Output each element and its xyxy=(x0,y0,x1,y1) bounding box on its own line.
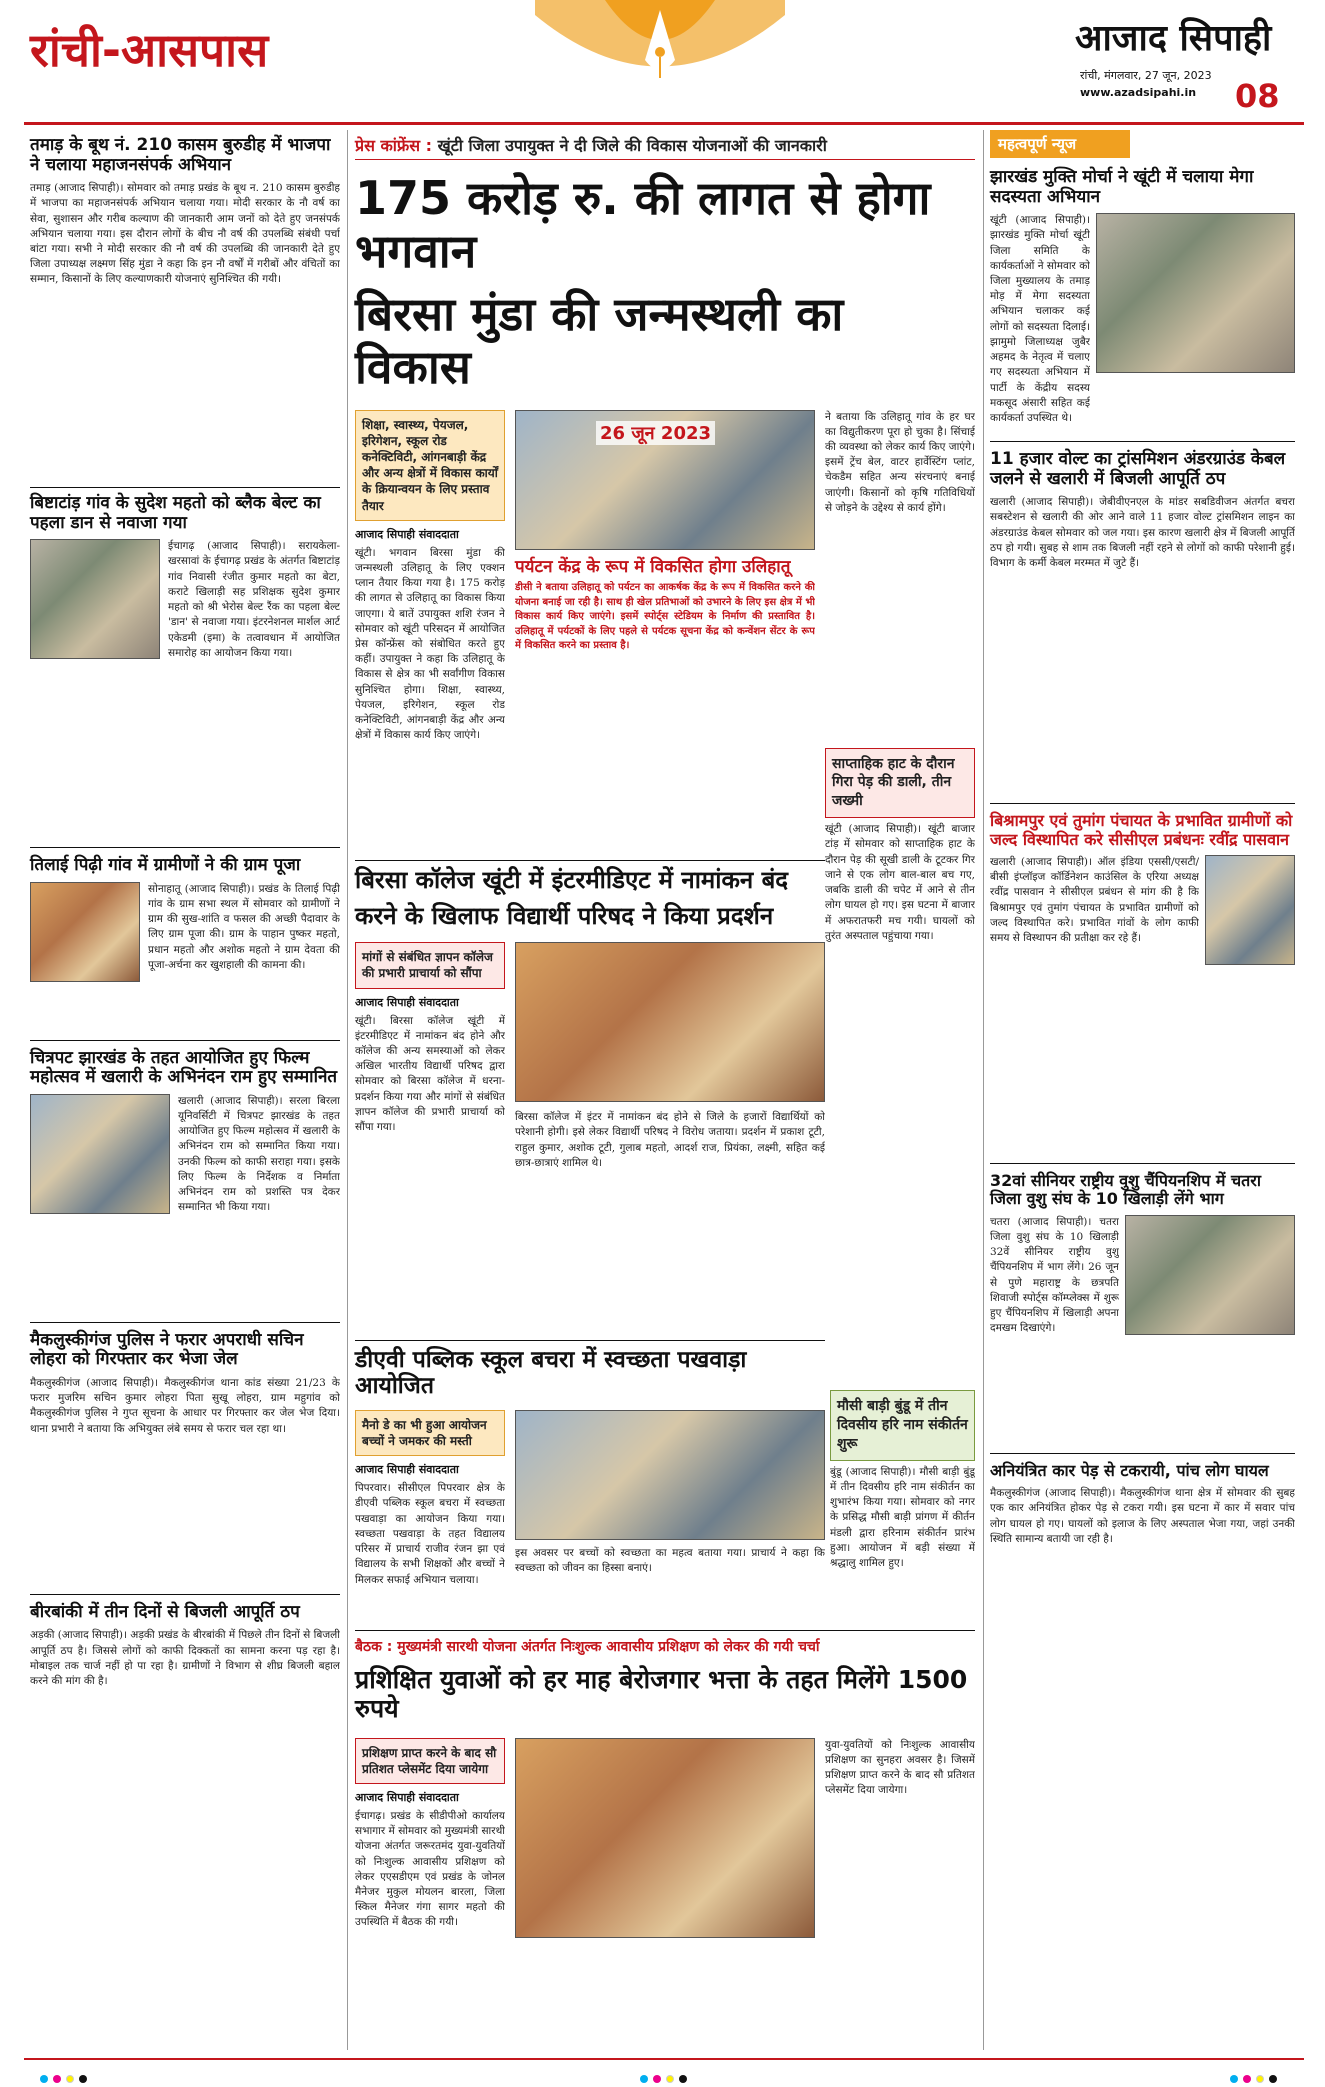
story-headline[interactable]: बिष्टाटांड़ गांव के सुदेश महतो को ब्लैक बेल्ट का पहला डान से नवाजा गया xyxy=(30,493,321,533)
cyan-dot xyxy=(640,2075,648,2083)
story-headline[interactable]: 11 हजार वोल्ट का ट्रांसमिशन अंडरग्राउंड केबल जलने से खलारी में बिजली आपूर्ति ठप xyxy=(990,449,1286,489)
lead-highlight-box: शिक्षा, स्वास्थ्य, पेयजल, इरिगेशन, स्कूल रोड कनेक्टिविटी, आंगनबाड़ी केंद्र और अन्य क्षेत्रों में विकास कार्यों के क्रियान्वयन के लिए प्रस्ताव तैयार xyxy=(355,410,505,521)
newsbrief-body: बुंडू (आजाद सिपाही)। मौसी बाड़ी बुंडू में तीन दिवसीय हरि नाम संकीर्तन का शुभारंभ किया गया। सोमवार को नगर के प्रसिद्ध मौसी बाड़ी प्रांगण में कीर्तन मंडली द्वारा हरिनाम संकीर्तन प्रारंभ हुआ। आयोजन में बड़ी संख्या में श्रद्धालु शामिल हुए। xyxy=(830,1465,975,1569)
jmm-rally-photo xyxy=(1096,213,1295,373)
story-body: खलारी (आजाद सिपाही)। जेबीवीएनएल के मांडर सबडिवीजन अंतर्गत बचरा सबस्टेशन से खलारी की ओर आने वाले 11 हजार वोल्ट ट्रांसमिशन लाइन का अंडरग्राउंड केबल सोमवार को जल गया। इस कारण खलारी क्षेत्र में बिजली आपूर्ति ठप हो गयी। सुबह से शाम तक बिजली नहीं रहने से लोगों को काफी परेशानी हुई। विभाग के कर्मी केबल मरम्मत में जुटे हैं। xyxy=(990,496,1295,570)
black-dot xyxy=(679,2075,687,2083)
strap-text: खूंटी जिला उपायुक्त ने दी जिले की विकास योजनाओं की जानकारी xyxy=(437,136,827,155)
wushu-team-photo xyxy=(1125,1215,1295,1335)
footer-rule xyxy=(24,2058,1304,2060)
protest-photo xyxy=(515,942,825,1102)
divider xyxy=(30,1040,340,1041)
story-body: खूंटी। बिरसा कॉलेज खूंटी में इंटरमीडिएट में नामांकन बंद होने और कॉलेज की अन्य समस्याओं को लेकर अखिल भारतीय विद्यार्थी परिषद द्वारा सोमवार को बिरसा कॉलेज में धरना-प्रदर्शन किया गया और मांगों से संबंधित ज्ञापन कॉलेज की प्रभारी प्राचार्या को सौंपा गया। xyxy=(355,1014,505,1134)
yellow-dot xyxy=(1256,2075,1264,2083)
story-headline[interactable]: मैकलुस्कीगंज पुलिस ने फरार अपराधी सचिन लोहरा को गिरफ्तार कर भेजा जेल xyxy=(30,1329,304,1370)
divider xyxy=(355,860,825,861)
meeting-strap xyxy=(355,1637,975,1656)
highlight-box: मैनो डे का भी हुआ आयोजन बच्चों ने जमकर की मस्ती xyxy=(355,1410,505,1456)
story-headline[interactable]: प्रशिक्षित युवाओं को हर माह बेरोजगार भत्ता के तहत मिलेंगे 1500 रुपये xyxy=(355,1665,968,1723)
website[interactable]: www.azadsipahi.in xyxy=(1080,86,1197,99)
page-number: 08 xyxy=(1235,77,1280,115)
divider xyxy=(30,1322,340,1323)
photo-date-overlay: 26 जून 2023 xyxy=(596,421,715,445)
story-headline[interactable]: चित्रपट झारखंड के तहत आयोजित हुए फिल्म महोत्सव में खलारी के अभिनंदन राम हुए सम्मानित xyxy=(30,1047,338,1088)
highlight-box: प्रशिक्षण प्राप्त करने के बाद सौ प्रतिशत प्लेसमेंट दिया जायेगा xyxy=(355,1738,505,1784)
strap-label: बैठक : xyxy=(355,1639,393,1655)
important-news-label: महत्वपूर्ण न्यूज xyxy=(990,130,1130,158)
cyan-dot xyxy=(1230,2075,1238,2083)
story-body: बिरसा कॉलेज में इंटर में नामांकन बंद होने से जिले के हजारों विद्यार्थियों को परेशानी होगी। इसे लेकर विद्यार्थी परिषद ने विरोध जताया। प्रदर्शन में प्रकाश टूटी, राहुल कुमार, अशोक टूटी, गुलाब महतो, आदर्श राज, प्रियंका, लक्ष्मी, सहित कई छात्र-छात्राएं शामिल थे। xyxy=(515,1111,825,1169)
newsbrief-title[interactable]: साप्ताहिक हाट के दौरान गिरा पेड़ की डाली, तीन जख्मी xyxy=(832,755,955,810)
story-headline[interactable]: 32वां सीनियर राष्ट्रीय वुशु चैंपियनशिप में चतरा जिला वुशु संघ के 10 खिलाड़ी लेंगे भाग xyxy=(990,1170,1261,1209)
story-headline[interactable]: तमाड़ के बूथ नं. 210 कासम बुरुडीह में भाजपा ने चलाया महाजनसंपर्क अभियान xyxy=(30,135,331,175)
story-body: ने बताया कि उलिहातू गांव के हर घर का विद्युतीकरण पूरा हो चुका है। सिंचाई की व्यवस्था को लेकर कार्य किए जाएंगे। इसमें ट्रेंच बेल, वाटर हार्वेस्टिंग प्लांट, चेकडैम सहित अन्य संरचनाएं बनाई जाएंगी। किसानों को कृषि गतिविधियों से जोड़ने के उद्देश्य से कार्य होंगे। xyxy=(825,410,975,514)
column-divider xyxy=(347,130,348,2050)
newsbrief-box xyxy=(830,1390,975,1461)
story-body: अड़की (आजाद सिपाही)। अड़की प्रखंड के बीरबांकी में पिछले तीन दिनों से बिजली आपूर्ति ठप है। जिससे लोगों को काफी दिक्कतों का सामना करना पड़ रहा है। मोबाइल तक चार्ज नहीं हो पा रहा है। ग्रामीणों ने विभाग से शीघ्र बिजली बहाल करने की मांग की है। xyxy=(30,1629,340,1688)
lead-headline-line-1[interactable]: 175 करोड़ रु. की लागत से होगा भगवान xyxy=(355,171,931,278)
village-puja-photo xyxy=(30,882,140,982)
lead-strap xyxy=(355,134,975,160)
story-headline-line-2[interactable]: करने के खिलाफ विद्यार्थी परिषद ने किया प्रदर्शन xyxy=(355,901,774,930)
cleanliness-drive-photo xyxy=(515,1410,825,1540)
film-award-photo xyxy=(30,1094,170,1214)
story-body: ईचागढ़। प्रखंड के सीडीपीओ कार्यालय सभागार में सोमवार को मुख्यमंत्री सारथी योजना अंतर्गत जरूरतमंद युवा-युवतियों को निःशुल्क आवासीय प्रशिक्षण को लेकर एएसडीएम एवं प्रखंड के जोनल मैनेजर मुकुल मोयलन बारला, जिला स्किल मैनेजर गंगा सागर महतो की उपस्थिति में बैठक की गयी। xyxy=(355,1809,505,1929)
newsbrief-title[interactable]: मौसी बाड़ी बुंडू में तीन दिवसीय हरि नाम संकीर्तन शुरू xyxy=(837,1398,968,1452)
story-body: युवा-युवतियों को निःशुल्क आवासीय प्रशिक्षण का सुनहरा अवसर है। जिसमें प्रशिक्षण प्राप्त करने के बाद सौ प्रतिशत प्लेसमेंट दिया जायेगा। xyxy=(825,1738,975,1797)
story-body: मैकलुस्कीगंज (आजाद सिपाही)। मैकलुस्कीगंज थाना क्षेत्र में सोमवार की सुबह एक कार अनियंत्रित होकर पेड़ से टकरा गयी। इस घटना में कार में सवार पांच लोग घायल हो गए। घायलों को इलाज के लिए अस्पताल भेजा गया, जहां उनकी स्थिति सामान्य बतायी जा रही है। xyxy=(990,1487,1295,1545)
divider xyxy=(355,1630,975,1631)
lead-headline-line-2[interactable]: बिरसा मुंडा की जन्मस्थली का विकास xyxy=(355,286,844,394)
story-headline[interactable]: बिश्रामपुर एवं तुमांग पंचायत के प्रभावित ग्रामीणों को जल्द विस्थापित करे सीसीएल प्रबंधनः रवींद्र पासवान xyxy=(990,811,1293,849)
divider xyxy=(355,1340,825,1341)
masthead xyxy=(0,0,1325,138)
story-body: पिपरवार। सीसीएल पिपरवार क्षेत्र के डीएवी पब्लिक स्कूल बचरा में स्वच्छता पखवाड़ा का आयोजन किया गया। स्वच्छता पखवाड़ा के तहत विद्यालय परिसर में प्राचार्य राजीव रंजन झा एवं विद्यालय के सभी शिक्षकों और बच्चों ने मिलकर सफाई अभियान चलाया। xyxy=(355,1482,505,1586)
story-body: खलारी (आजाद सिपाही)। ऑल इंडिया एससी/एसटी/बीसी इंप्लॉइज कॉर्डिनेशन काउंसिल के एरिया अध्यक्ष रवींद्र पासवान ने सीसीएल प्रबंधन से मांग की है कि बिश्रामपुर एवं तुमांग पंचायत के प्रभावित ग्रामीणों को जल्द विस्थापित करे। प्रभावित गांवों के लोग काफी समय से विस्थापन की प्रतीक्षा कर रहे हैं। xyxy=(990,855,1199,945)
story-body: खूंटी (आजाद सिपाही)। झारखंड मुक्ति मोर्चा खूंटी जिला समिति के कार्यकर्ताओं ने सोमवार को जिला मुख्यालय के तमाड़ मोड़ में मेगा सदस्यता अभियान चलाकर कई लोगों को सदस्यता दिलाई। झामुमो जिलाध्यक्ष जुबैर अहमद के नेतृत्व में चलाए गए सदस्यता अभियान में पार्टी के केंद्रीय सदस्य मकसूद अंसारी सहित कई कार्यकर्ता उपस्थित थे। xyxy=(990,214,1090,424)
registration-dots-right xyxy=(1230,2068,1282,2087)
registration-dots-center xyxy=(640,2068,692,2087)
story-body: सोनाहातू (आजाद सिपाही)। प्रखंड के तिलाई पिढ़ी गांव के ग्राम सभा स्थल में सोमवार को ग्रामीणों ने ग्राम की सुख-शांति व फसल की अच्छी पैदावार के लिए ग्राम पूजा की। ग्राम के पाहान पुष्कर महतो, प्रधान महतो और अशोक महतो ने ग्राम देवता की पूजा-अर्चना कर खुशहाली की कामना की। xyxy=(148,882,340,971)
divider xyxy=(990,1163,1295,1164)
magenta-dot xyxy=(53,2075,61,2083)
story-headline[interactable]: बीरबांकी में तीन दिनों से बिजली आपूर्ति ठप xyxy=(30,1601,300,1622)
training-meeting-photo xyxy=(515,1738,815,1938)
newsbrief-box xyxy=(825,748,975,819)
story-headline[interactable]: डीएवी पब्लिक स्कूल बचरा में स्वच्छता पखवाड़ा आयोजित xyxy=(355,1347,747,1400)
pen-nib-logo xyxy=(535,0,785,118)
story-body: इस अवसर पर बच्चों को स्वच्छता का महत्व बताया गया। प्राचार्य ने कहा कि स्वच्छता को जीवन का हिस्सा बनाएं। xyxy=(515,1546,825,1575)
story-headline[interactable]: झारखंड मुक्ति मोर्चा ने खूंटी में चलाया मेगा सदस्यता अभियान xyxy=(990,167,1254,207)
story-sarathi-yojana xyxy=(355,1630,975,2050)
divider xyxy=(990,441,1295,442)
story-headline-line-1[interactable]: बिरसा कॉलेज खूंटी में इंटरमीडिएट में नामांकन बंद xyxy=(355,866,789,894)
story-body: मैकलुस्कीगंज (आजाद सिपाही)। मैकलुस्कीगंज थाना कांड संख्या 21/23 के फरार मुजरिम सचिन कुमार लोहरा पिता सुखू लोहरा, ग्राम महुगांव को मैकलुस्कीगंज पुलिस ने गुप्त सूचना के आधार पर गिरफ्तार कर जेल भेज दिया। थाना प्रभारी ने बताया कि अभियुक्त लंबे समय से फरार चल रहा था। xyxy=(30,1376,340,1435)
divider xyxy=(990,1453,1295,1454)
divider xyxy=(30,1594,340,1595)
subhead[interactable]: पर्यटन केंद्र के रूप में विकसित होगा उलिहातू xyxy=(515,556,791,577)
magenta-dot xyxy=(1243,2075,1251,2083)
story-body: खूंटी। भगवान बिरसा मुंडा की जन्मस्थली उलिहातू के लिए एक्शन प्लान तैयार किया गया है। 175 करोड़ की लागत से उलिहातू का विकास किया जाएगा। ये बातें उपायुक्त शशि रंजन ने सोमवार को खूंटी परिसदन में आयोजित प्रेस कॉन्फ्रेंस को संबोधित करते हुए कहीं। उपायुक्त ने कहा कि उलिहातू के विकास से क्षेत्र का भी सर्वांगीण विकास सुनिश्चित होगा। शिक्षा, स्वास्थ्य, पेयजल, इरिगेशन, स्कूल रोड कनेक्टिविटी, आंगनबाड़ी केंद्र और अन्य क्षेत्रों में विकास कार्य किए जाएंगे। xyxy=(355,546,505,742)
magenta-dot xyxy=(653,2075,661,2083)
cyan-dot xyxy=(40,2075,48,2083)
karate-photo xyxy=(30,539,160,659)
strap-label: प्रेस कांफ्रेंस : xyxy=(355,136,433,155)
left-column xyxy=(30,130,340,2050)
divider xyxy=(30,487,340,488)
right-column xyxy=(990,130,1295,2050)
byline: आजाद सिपाही संवाददाता xyxy=(355,1463,459,1477)
paper-name: आजाद सिपाही xyxy=(1075,18,1272,59)
yellow-dot xyxy=(666,2075,674,2083)
story-dav-school xyxy=(355,1340,825,1620)
column-divider xyxy=(983,130,984,2050)
byline: आजाद सिपाही संवाददाता xyxy=(355,995,459,1009)
section-title: रांची-आसपास xyxy=(30,23,269,77)
story-body: ईचागढ़ (आजाद सिपाही)। सरायकेला-खरसावां के ईचागढ़ प्रखंड के अंतर्गत बिष्टाटांड़ गांव निवासी रंजीत कुमार महतो का बेटा, कराटे खिलाड़ी सह प्रशिक्षक सुदेश कुमार महतो को श्री भेरोस बेल्ट रैंक का पहला बेल्ट 'डान' से नवाजा गया। इंटरनेशनल मार्शल आर्ट एकेडमी (इमा) के तत्वावधान में आयोजित समारोह का आयोजन किया गया। xyxy=(168,540,340,659)
newsbrief-body: खूंटी (आजाद सिपाही)। खूंटी बाजार टांड़ में सोमवार को साप्ताहिक हाट के दौरान पेड़ की सूखी डाली के टूटकर गिर जाने से एक लोग बाल-बाल बच गए, जबकि डाली की चपेट में आने से तीन लोग घायल हो गए। इस घटना में बाजार में अफरातफरी मच गयी। घायलों को तुरंत अस्पताल पहुंचाया गया। xyxy=(825,823,975,942)
black-dot xyxy=(79,2075,87,2083)
divider xyxy=(30,847,340,848)
date-line: रांची, मंगलवार, 27 जून, 2023 xyxy=(1080,69,1212,82)
byline: आजाद सिपाही संवाददाता xyxy=(355,527,459,541)
story-headline[interactable]: अनियंत्रित कार पेड़ से टकरायी, पांच लोग घायल xyxy=(990,1460,1269,1480)
byline: आजाद सिपाही संवाददाता xyxy=(355,1790,459,1804)
story-body: चतरा (आजाद सिपाही)। चतरा जिला वुशु संघ के 10 खिलाड़ी 32वें सीनियर राष्ट्रीय वुशु चैंपियनशिप में भाग लेंगे। 26 जून से पुणे महाराष्ट्र के छत्रपति शिवाजी स्पोर्ट्स कॉम्प्लेक्स में शुरू हुए चैंपियनशिप में खिलाड़ी अपना दमखम दिखाएंगे। xyxy=(990,1215,1119,1335)
portrait-photo xyxy=(1205,855,1295,965)
story-headline[interactable]: तिलाई पिढ़ी गांव में ग्रामीणों ने की ग्राम पूजा xyxy=(30,855,301,876)
story-body: तमाड़ (आजाद सिपाही)। सोमवार को तमाड़ प्रखंड के बूथ न. 210 कासम बुरुडीह में भाजपा का महाजनसंपर्क अभियान चलाया गया। मोदी सरकार के नौ वर्ष का सेवा, सुशासन और गरीब कल्याण की जानकारी आम जनों को देते हुए जनसंपर्क अभियान चलाया गया। इस दौरान लोगों के बीच नौ वर्ष की उपलब्धि संबंधी पर्चा बांटा गया। सभी ने मोदी सरकार की नौ वर्ष की उपलब्धि की जानकारी देते हुए जिला उपाध्यक्ष लक्ष्मण सिंह मुंडा ने कहा कि इन नौ वर्षों में गरीबों और वंचितों का सम्मान, किसानों के लिए कल्याणकारी योजनाएं सुनिश्चित की गयी। xyxy=(30,182,340,286)
black-dot xyxy=(1269,2075,1277,2083)
registration-dots-left xyxy=(40,2068,92,2087)
yellow-dot xyxy=(66,2075,74,2083)
divider xyxy=(990,803,1295,804)
strap-text: मुख्यमंत्री सारथी योजना अंतर्गत निःशुल्क आवासीय प्रशिक्षण को लेकर की गयी चर्चा xyxy=(397,1639,820,1655)
subhead-body: डीसी ने बताया उलिहातू को पर्यटन का आकर्षक केंद्र के रूप में विकसित करने की योजना बनाई जा रही है। साथ ही खेल प्रतिभाओं को उभारने के लिए इस क्षेत्र में भी विकास कार्य किए जाएंगे। इसमें स्पोर्ट्स स्टेडियम के निर्माण की प्रस्तावित है। उलिहातू में पर्यटकों के लिए पहले से पर्यटक सूचना केंद्र को कन्वेंशन सेंटर के रूप में विकसित करने का प्रस्ताव है। xyxy=(515,582,815,652)
story-body: खलारी (आजाद सिपाही)। सरला बिरला यूनिवर्सिटी में चित्रपट झारखंड के तहत आयोजित हुए फिल्म महोत्सव में खलारी के अभिनंदन राम को सम्मानित किया गया। उनकी फिल्म को काफी सराहा गया। इसके लिए फिल्म के निर्देशक व निर्माता अभिनंदन राम को प्रशस्ति पत्र देकर सम्मानित भी किया गया। xyxy=(178,1094,340,1214)
highlight-box: मांगों से संबंधित ज्ञापन कॉलेज की प्रभारी प्राचार्या को सौंपा xyxy=(355,942,505,988)
masthead-divider xyxy=(24,122,1304,125)
press-conference-photo xyxy=(515,410,815,550)
newsbrief-column xyxy=(830,1390,975,1640)
story-birsa-college xyxy=(355,860,825,1330)
